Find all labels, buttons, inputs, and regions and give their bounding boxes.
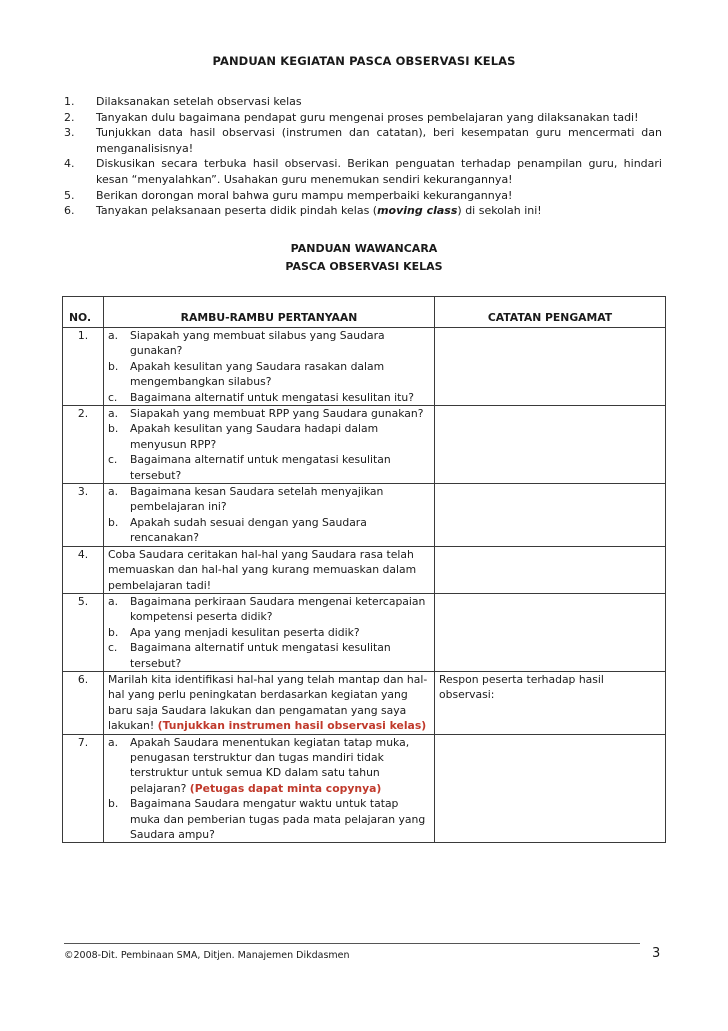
intro-item-number: 6. <box>64 204 75 218</box>
intro-item-text: Diskusikan secara terbuka hasil observasi. Berikan penguatan terhadap penampilan guru, hindari kesan “menyalahkan”. Usahakan guru menemukan sendiri kekurangannya! <box>96 157 662 186</box>
question-item <box>108 625 430 640</box>
question-item <box>108 594 430 625</box>
row-questions: Coba Saudara ceritakan hal-hal yang Saudara rasa telah memuaskan dan hal-hal yang kurang memuaskan dalam pembelajaran tadi! <box>104 546 435 593</box>
intro-item-text: Tunjukkan data hasil observasi (instrumen dan catatan), beri kesempatan guru mencermati dan menganalisisnya! <box>96 126 662 155</box>
question-marker: b. <box>108 359 119 373</box>
question-text: Bagaimana Saudara mengatur waktu untuk tatap muka dan pemberian tugas pada mata pelajaran yang Saudara ampu? <box>130 797 426 841</box>
intro-item <box>64 94 662 110</box>
intro-item <box>64 156 662 187</box>
question-text: Siapakah yang membuat RPP yang Saudara gunakan? <box>130 407 424 421</box>
header-questions: RAMBU-RAMBU PERTANYAAN <box>104 297 435 328</box>
question-text: Apakah Saudara menentukan kegiatan tatap muka, penugasan terstruktur dan tugas mandiri tidak terstruktur untuk semua KD dalam satu tahun pelajaran? <box>130 735 410 795</box>
intro-item-number: 1. <box>64 95 75 108</box>
question-text: Bagaimana alternatif untuk mengatasi kesulitan itu? <box>130 390 414 404</box>
row-questions <box>104 484 435 547</box>
intro-list <box>64 94 662 219</box>
intro-item-number: 3. <box>64 126 75 140</box>
question-item <box>108 515 430 546</box>
question-marker: a. <box>108 329 119 342</box>
row-note <box>435 328 666 406</box>
question-item <box>108 390 430 405</box>
row-note <box>435 734 666 843</box>
intro-item-text: Dilaksanakan setelah observasi kelas <box>96 95 302 108</box>
question-text: Bagaimana alternatif untuk mengatasi kesulitan tersebut? <box>130 453 391 482</box>
interview-table <box>62 296 666 843</box>
footer-divider <box>64 943 640 944</box>
table-row <box>63 484 666 547</box>
question-item <box>108 421 430 452</box>
row-number: 1. <box>63 328 104 406</box>
table-row <box>63 546 666 593</box>
intro-item-emphasis: moving class <box>377 204 458 218</box>
table-row <box>63 734 666 843</box>
intro-item <box>64 203 662 219</box>
question-marker: a. <box>108 735 119 749</box>
question-marker: a. <box>108 407 119 421</box>
page-title: PANDUAN KEGIATAN PASCA OBSERVASI KELAS <box>212 54 516 68</box>
intro-item-number: 2. <box>64 110 75 124</box>
question-marker: c. <box>108 453 118 467</box>
interview-guide-title: PANDUAN WAWANCARA <box>290 242 438 255</box>
intro-item <box>64 188 662 204</box>
table-row <box>63 593 666 671</box>
question-marker: b. <box>108 422 119 436</box>
row-questions <box>104 734 435 843</box>
table-row <box>63 328 666 406</box>
question-marker: c. <box>108 390 118 404</box>
question-item <box>108 328 430 359</box>
question-item <box>108 406 430 421</box>
row-note <box>435 546 666 593</box>
intro-item-text: Tanyakan dulu bagaimana pendapat guru mengenai proses pembelajaran yang dilaksanakan tadi! <box>96 110 639 124</box>
question-marker: b. <box>108 625 119 639</box>
row-note <box>435 484 666 547</box>
row-note <box>435 406 666 484</box>
question-item <box>108 484 430 515</box>
question-item <box>108 359 430 390</box>
question-text: Bagaimana alternatif untuk mengatasi kesulitan tersebut? <box>130 641 391 670</box>
intro-item-text: Tanyakan pelaksanaan peserta didik pindah kelas ( <box>96 204 378 218</box>
question-item <box>108 796 430 842</box>
question-item <box>108 640 430 671</box>
intro-item-number: 4. <box>64 157 75 171</box>
instruction-highlight: (Petugas dapat minta copynya) <box>189 781 382 795</box>
intro-item <box>64 125 662 156</box>
question-text: Apakah kesulitan yang Saudara hadapi dalam menyusun RPP? <box>130 422 379 451</box>
table-row <box>63 671 666 734</box>
row-questions <box>104 328 435 406</box>
question-marker: a. <box>108 485 119 499</box>
table-header-row <box>63 297 666 328</box>
header-no: NO. <box>63 297 104 328</box>
table-row <box>63 406 666 484</box>
interview-guide-subtitle: PASCA OBSERVASI KELAS <box>285 260 443 273</box>
question-text: Bagaimana perkiraan Saudara mengenai ketercapaian kompetensi peserta didik? <box>130 594 426 624</box>
row-number: 5. <box>63 593 104 671</box>
header-notes: CATATAN PENGAMAT <box>435 297 666 328</box>
row-questions <box>104 671 435 734</box>
row-questions <box>104 406 435 484</box>
question-text: Marilah kita identifikasi hal-hal yang telah mantap dan hal-hal yang perlu peningkatan berdasarkan kegiatan yang baru saja Saudara lakukan dan pengamatan yang saya lakukan! <box>108 672 428 733</box>
intro-item-text: Berikan dorongan moral bahwa guru mampu memperbaiki kekurangannya! <box>96 188 513 202</box>
row-note: Respon peserta terhadap hasil observasi: <box>435 671 666 734</box>
question-text: Siapakah yang membuat silabus yang Saudara gunakan? <box>130 329 385 358</box>
row-number: 4. <box>63 546 104 593</box>
row-note <box>435 593 666 671</box>
question-marker: a. <box>108 594 119 608</box>
question-item <box>108 735 430 797</box>
question-item <box>108 452 430 483</box>
row-questions <box>104 593 435 671</box>
row-number: 6. <box>63 671 104 734</box>
row-number: 2. <box>63 406 104 484</box>
row-number: 3. <box>63 484 104 547</box>
page-number: 3 <box>652 946 661 961</box>
question-text: Apakah sudah sesuai dengan yang Saudara rencanakan? <box>130 515 367 545</box>
footer-copyright: ©2008-Dit. Pembinaan SMA, Ditjen. Manajemen Dikdasmen <box>64 950 350 961</box>
question-marker: c. <box>108 641 118 655</box>
question-text: Apakah kesulitan yang Saudara rasakan dalam mengembangkan silabus? <box>130 359 385 389</box>
question-text: Apa yang menjadi kesulitan peserta didik? <box>130 625 360 639</box>
intro-item <box>64 110 662 126</box>
question-marker: b. <box>108 797 119 811</box>
instruction-highlight: (Tunjukkan instrumen hasil observasi kelas) <box>157 719 427 733</box>
intro-item-number: 5. <box>64 188 75 202</box>
intro-item-text: ) di sekolah ini! <box>457 204 542 218</box>
question-marker: b. <box>108 515 119 529</box>
row-number: 7. <box>63 734 104 843</box>
question-text: Bagaimana kesan Saudara setelah menyajikan pembelajaran ini? <box>130 485 384 514</box>
